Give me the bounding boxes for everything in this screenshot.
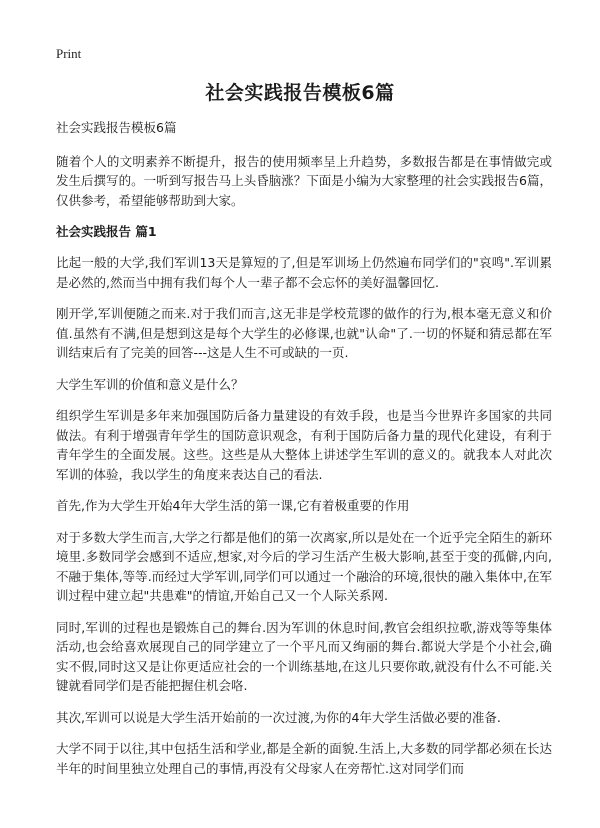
document-title: 社会实践报告模板6篇: [205, 82, 395, 104]
section-heading: 社会实践报告 篇1: [56, 224, 157, 239]
paragraph: 比起一般的大学,我们军训13天是算短的了,但是军训场上仍然遍布同学们的"哀鸣".军训累是必然的,然而当中拥有我们每个人一辈子都不会忘怀的美好温馨回忆.: [56, 255, 552, 290]
intro-paragraph: 随着个人的文明素养不断提升，报告的使用频率呈上升趋势，多数报告都是在事情做完或发生后撰写的。一听到写报告马上头昏脑涨？下面是小编为大家整理的社会实践报告6篇，仅供参考，希望能够帮助到大家。: [56, 153, 552, 208]
paragraph: 大学生军训的价值和意义是什么？: [56, 376, 244, 392]
paragraph: 同时,军训的过程也是锻炼自己的舞台.因为军训的休息时间,教官会组织拉歌,游戏等等集体活动,也会给喜欢展现自己的同学建立了一个平凡而又绚丽的舞台.都说大学是个小社会,确实不假,同时这又是让你更适应社会的一个训练基地,在这儿只要你敢,就没有什么不可能.关键就看同学们是否能把握住机会咯.: [56, 619, 552, 693]
document-subtitle: 社会实践报告模板6篇: [56, 120, 177, 135]
paragraph: 组织学生军训是多年来加强国防后备力量建设的有效手段，也是当今世界许多国家的共同做法。有利于增强青年学生的国防意识观念，有利于国防后备力量的现代化建设，有利于青年学生的全面发展。这些。这些是从大整体上讲述学生军训的意义的。就我本人对此次军训的体验，我以学生的角度来表达自己的看法.: [56, 408, 552, 482]
paragraph: 其次,军训可以说是大学生活开始前的一次过渡,为你的4年大学生活做必要的准备.: [56, 709, 501, 725]
print-link[interactable]: Print: [56, 46, 82, 61]
paragraph: 首先,作为大学生开始4年大学生活的第一课,它有着极重要的作用: [56, 498, 410, 513]
paragraph: 刚开学,军训便随之而来.对于我们而言,这无非是学校荒谬的做作的行为,根本毫无意义和价值.虽然有不满,但是想到这是每个大学生的必修课,也就"认命"了.一切的怀疑和猜忌都在军训结束后有了完美的回答---这是人生不可或缺的一页.: [56, 306, 552, 360]
paragraph: 对于多数大学生而言,大学之行都是他们的第一次离家,所以是处在一个近乎完全陌生的新环境里.多数同学会感到不适应,想家,对今后的学习生活产生极大影响,甚至于变的孤僻,内向,不融于集体,等等.而经过大学军训,同学们可以通过一个融洽的环境,很快的融入集体中,在军训过程中建立起"共患难"的情谊,开始自己又一个人际关系网.: [56, 529, 552, 603]
document-body: [56, 118, 552, 790]
paragraph: 大学不同于以往,其中包括生活和学业,都是全新的面貌.生活上,大多数的同学都必须在长达半年的时间里独立处理自己的事情,再没有父母家人在旁帮忙.这对同学们而: [56, 741, 552, 776]
